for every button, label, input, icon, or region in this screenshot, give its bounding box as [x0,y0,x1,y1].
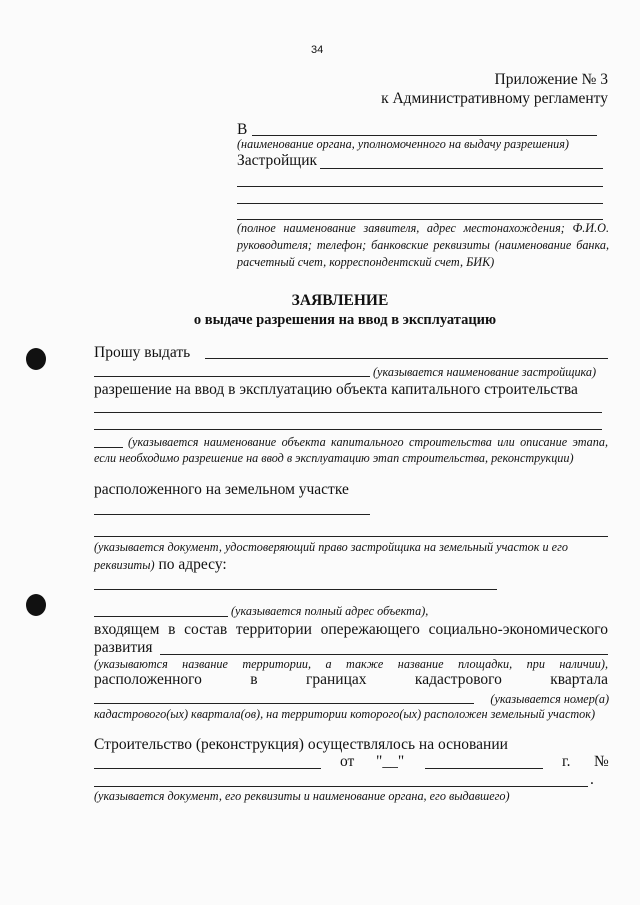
located-word-1: расположенного [94,671,202,688]
territory-text-line1: входящем в состав территории опережающего социально-экономического [94,621,608,638]
developer-line-2 [237,186,603,187]
developer-name-line [94,376,370,377]
basis-document-line [94,768,321,769]
developer-label: Застройщик [237,152,318,169]
document-title: ЗАЯВЛЕНИЕ [291,292,389,309]
land-plot-text: расположенного на земельном участке [94,481,349,498]
object-line-2 [94,429,602,430]
quarter-hint: кадастрового(ых) квартала(ов), на территории которого(ых) расположен земельный участок) [94,707,596,721]
year-abbreviation: г. [562,753,571,770]
appendix-regulation: к Административному регламенту [381,90,608,107]
requisites-hint: реквизиты) [94,558,155,572]
request-line [205,358,608,359]
territory-hint: (указываются название территории, а также название площадки, при наличии), [94,657,608,671]
at-address-text: по адресу: [154,556,227,573]
located-word-5: квартала [550,671,608,688]
authority-hint: (наименование органа, уполномоченного на выдачу разрешения) [237,137,569,151]
land-plot-line [94,514,370,515]
address-hint: (указывается полный адрес объекта), [231,604,429,618]
punch-hole-mark-bottom [26,594,46,616]
punch-hole-mark-top [26,348,46,370]
issuer-hint: (указывается документ, его реквизиты и наименование органа, его выдавшего) [94,789,510,803]
request-lead: Прошу выдать [94,344,191,361]
land-document-hint: (указывается документ, удостоверяющий право застройщика на земельный участок и его [94,540,568,554]
object-hint: (указывается наименование объекта капитального строительства или описание этапа, если необходимо разрешение на ввод в эксплуатацию этап строительства, реконструкции) [94,435,608,465]
date-month-line [425,768,543,769]
address-line-1 [94,589,497,590]
basis-period: . [590,771,594,788]
page-number: 34 [311,44,324,56]
developer-line-1 [320,168,603,169]
land-requisites [94,556,227,574]
quarter-number-hint: (указывается номер(а) [490,692,609,706]
from-word: от [340,753,355,770]
developer-line-3 [237,203,603,204]
address-line-2 [94,616,228,617]
located-in-quarter [94,671,608,689]
date-day-placeholder: "__" [376,753,405,770]
located-word-2: в [250,671,258,688]
appendix-label: Приложение № 3 [494,71,608,88]
authority-name-line [252,135,597,136]
located-word-3: границах [306,671,367,688]
territory-text-line2: развития [94,639,153,656]
object-line-1 [94,412,602,413]
land-right-line [94,536,608,537]
developer-hint: (полное наименование заявителя, адрес местонахождения; Ф.И.О. руководителя; телефон; банковские реквизиты (наименование банка, расчетный счет, корреспондентский счет, БИК) [237,221,609,269]
basis-number-line [94,786,588,787]
to-prefix: В [237,121,248,138]
quarter-number-line [94,703,474,704]
document-subtitle: о выдаче разрешения на ввод в эксплуатацию [193,312,497,328]
construction-text: Строительство (реконструкция) осуществлялось на основании [94,736,508,753]
territory-line [160,654,608,655]
permit-text: разрешение на ввод в эксплуатацию объекта капитального строительства [94,381,578,398]
developer-name-hint: (указывается наименование застройщика) [373,365,597,379]
located-word-4: кадастрового [414,671,502,688]
number-sign: № [594,753,609,770]
